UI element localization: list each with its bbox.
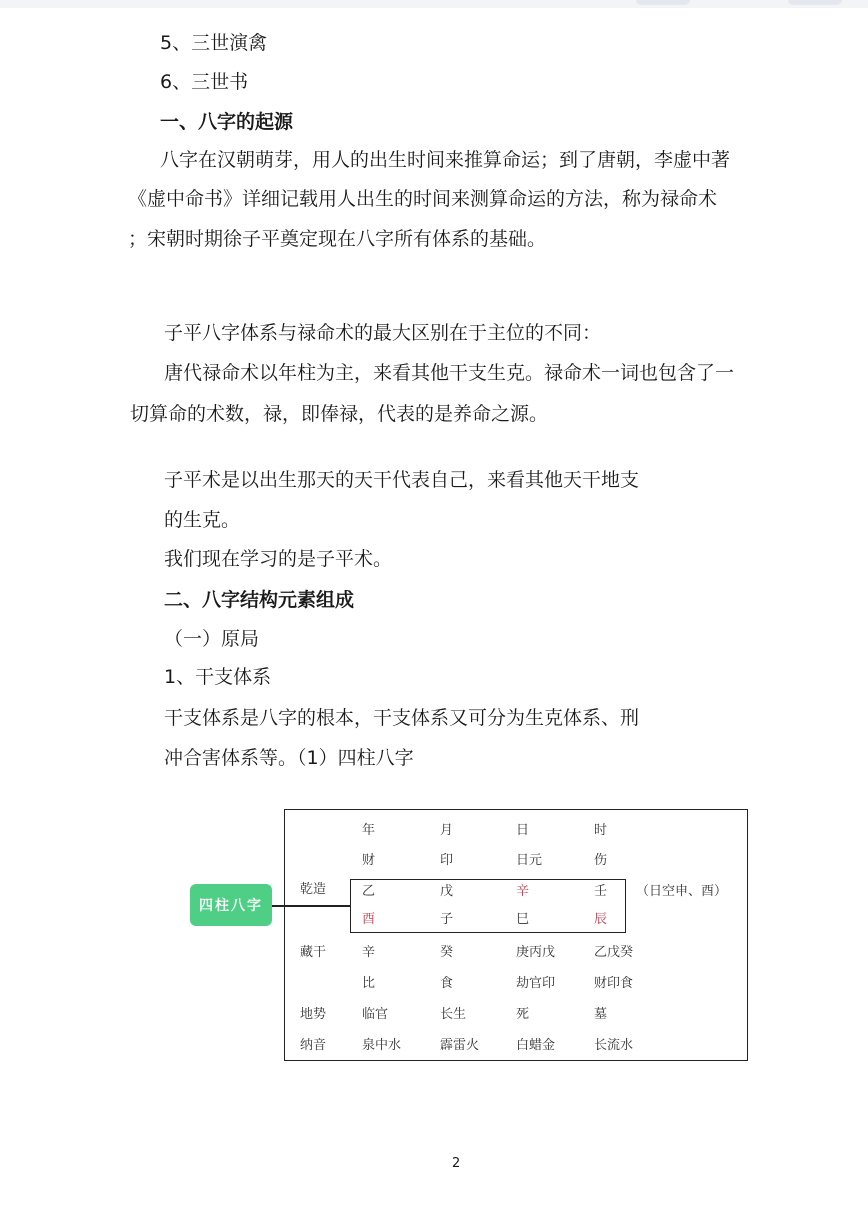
paragraph-line: 《虚中命书》详细记载用人出生的时间来测算命运的方法，称为禄命术 xyxy=(128,188,718,210)
nayin-element: 长流水 xyxy=(594,1038,634,1053)
hidden-stems: 庚丙戊 xyxy=(516,945,556,960)
nayin-element: 泉中水 xyxy=(362,1038,402,1053)
toolbar-tab[interactable] xyxy=(788,0,842,5)
void-note: （日空申、酉） xyxy=(636,884,728,899)
nayin-element: 霹雷火 xyxy=(440,1038,480,1053)
pillar-label: 年 xyxy=(362,823,376,838)
paragraph-line: 子平术是以出生那天的天干代表自己，来看其他天干地支 xyxy=(164,469,640,491)
subsection-heading: 1、干支体系 xyxy=(164,666,272,688)
bazi-chart-frame xyxy=(284,809,748,1061)
hidden-gods: 财印食 xyxy=(594,976,634,991)
ten-god: 伤 xyxy=(594,853,608,868)
section-heading: 一、八字的起源 xyxy=(160,111,294,133)
paragraph-line: 切算命的术数，禄，即俸禄，代表的是养命之源。 xyxy=(130,403,549,425)
heavenly-stem: 乙 xyxy=(362,884,376,899)
ten-god: 日元 xyxy=(516,853,543,868)
heavenly-stem: 壬 xyxy=(594,884,608,899)
row-label-dishi: 地势 xyxy=(300,1007,327,1022)
four-pillars-badge: 四柱八字 xyxy=(190,884,272,926)
hidden-stems: 癸 xyxy=(440,945,454,960)
row-label-nayin: 纳音 xyxy=(300,1038,327,1053)
pillar-label: 月 xyxy=(440,823,454,838)
hidden-stems: 乙戊癸 xyxy=(594,945,634,960)
hidden-gods: 劫官印 xyxy=(516,976,556,991)
pillars-box xyxy=(350,879,626,933)
paragraph-line: 干支体系是八字的根本，干支体系又可分为生克体系、刑 xyxy=(164,707,640,729)
paragraph-line: 子平八字体系与禄命术的最大区别在于主位的不同： xyxy=(164,322,602,344)
subsection-heading: （一）原局 xyxy=(164,628,260,650)
earthly-branch: 子 xyxy=(440,912,454,927)
paragraph-line: 我们现在学习的是子平术。 xyxy=(164,548,393,570)
growth-stage: 墓 xyxy=(594,1007,608,1022)
row-label-qianzao: 乾造 xyxy=(300,882,327,897)
paragraph-line: 八字在汉朝萌芽，用人的出生时间来推算命运；到了唐朝，李虚中著 xyxy=(160,149,731,171)
paragraph-line: 唐代禄命术以年柱为主，来看其他干支生克。禄命术一词也包含了一 xyxy=(164,362,735,384)
hidden-gods: 食 xyxy=(440,976,454,991)
top-strip xyxy=(0,0,868,8)
toolbar-tab[interactable] xyxy=(636,0,690,5)
ten-god: 印 xyxy=(440,853,454,868)
ten-god: 财 xyxy=(362,853,376,868)
hidden-gods: 比 xyxy=(362,976,376,991)
nayin-element: 白蜡金 xyxy=(516,1038,556,1053)
pillar-label: 日 xyxy=(516,823,530,838)
list-item: 5、三世演禽 xyxy=(160,32,268,54)
heavenly-stem: 辛 xyxy=(516,884,530,899)
paragraph-line: 冲合害体系等。（1）四柱八字 xyxy=(164,747,414,769)
growth-stage: 死 xyxy=(516,1007,530,1022)
pillar-label: 时 xyxy=(594,823,608,838)
connector-line xyxy=(272,905,350,907)
earthly-branch: 巳 xyxy=(516,912,530,927)
earthly-branch: 酉 xyxy=(362,912,376,927)
row-label-canggan: 藏干 xyxy=(300,945,327,960)
earthly-branch: 辰 xyxy=(594,912,608,927)
paragraph-line: 的生克。 xyxy=(164,509,241,531)
heavenly-stem: 戊 xyxy=(440,884,454,899)
growth-stage: 临官 xyxy=(362,1007,389,1022)
hidden-stems: 辛 xyxy=(362,945,376,960)
paragraph-line: ；宋朝时期徐子平奠定现在八字所有体系的基础。 xyxy=(128,228,547,250)
growth-stage: 长生 xyxy=(440,1007,467,1022)
list-item: 6、三世书 xyxy=(160,71,249,93)
page-number: 2 xyxy=(452,1156,461,1171)
section-heading: 二、八字结构元素组成 xyxy=(164,589,355,611)
